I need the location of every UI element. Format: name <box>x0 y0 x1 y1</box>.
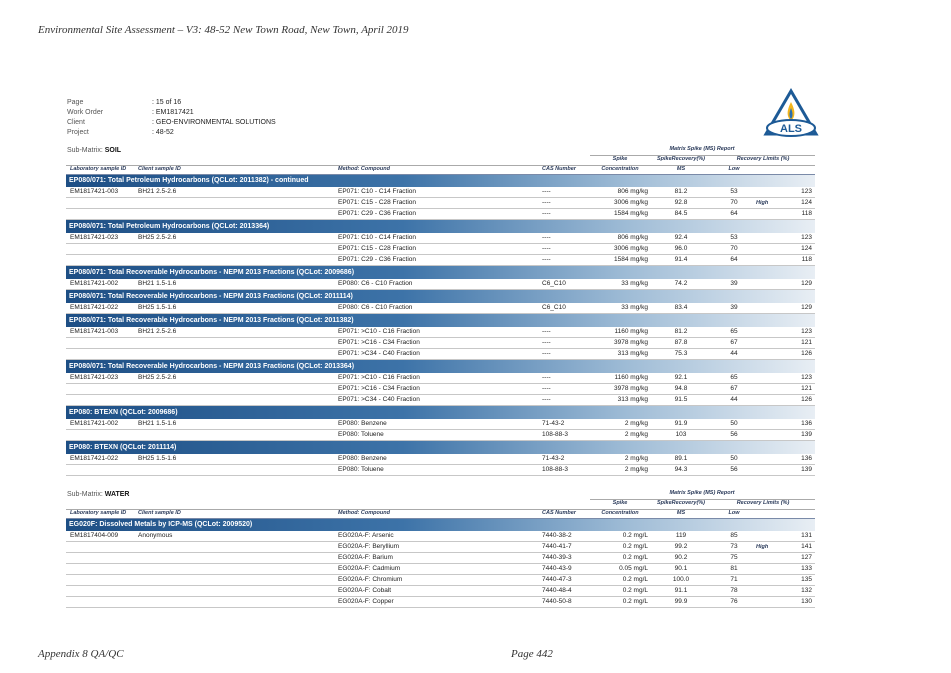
table-row <box>66 244 815 255</box>
spike-header: Spike <box>612 500 628 506</box>
spike-concentration: 0.2 mg/L <box>622 587 648 594</box>
submatrix-label: Sub-Matrix: <box>67 147 105 154</box>
method-compound: EP080: C6 - C10 Fraction <box>338 280 413 287</box>
table-row <box>66 279 815 290</box>
ms-recovery: 94.3 <box>674 466 688 473</box>
recovery-low: 65 <box>730 328 738 335</box>
spike-concentration: 0.2 mg/L <box>622 543 648 550</box>
recovery-high: 131 <box>801 532 812 539</box>
qc-lot-group-header: EP080/071: Total Recoverable Hydrocarbons - NEPM 2013 Fractions (QCLot: 2011114) <box>66 290 815 303</box>
method-compound: EP071: >C10 - C16 Fraction <box>338 328 420 335</box>
table-row <box>66 303 815 314</box>
recovery-low: 53 <box>730 234 738 241</box>
table-row <box>66 564 815 575</box>
cas-number: C6_C10 <box>542 280 566 287</box>
cas-number: ---- <box>542 328 551 335</box>
recovery-low: 56 <box>730 466 738 473</box>
method-compound: EP080: Benzene <box>338 420 387 427</box>
recovery-low: 50 <box>730 455 738 462</box>
ms-recovery: 83.4 <box>674 304 688 311</box>
cas-number: 7440-48-4 <box>542 587 572 594</box>
recovery-high: 129 <box>801 280 812 287</box>
recovery-low: 44 <box>730 350 738 357</box>
ms-recovery: 92.1 <box>674 374 688 381</box>
lab-id-header: Laboratory sample ID <box>70 166 127 172</box>
lab-sample-id: EM1817421-003 <box>70 328 119 335</box>
qc-lot-group-header: EG020F: Dissolved Metals by ICP-MS (QCLot: 2009520) <box>66 518 815 531</box>
cas-number: ---- <box>542 245 551 252</box>
spike-concentration: 2 mg/kg <box>624 431 648 438</box>
recovery-low: 70 <box>730 245 738 252</box>
client-sample-id: BH25 2.5-2.6 <box>138 374 177 381</box>
recovery-high: 118 <box>801 210 812 217</box>
high-header: High <box>756 544 769 550</box>
table-row <box>66 542 815 553</box>
spike-concentration: 3006 mg/kg <box>614 199 648 206</box>
client-sample-id: BH21 1.5-1.6 <box>138 420 177 427</box>
qc-lot-group-header: EP080/071: Total Recoverable Hydrocarbons - NEPM 2013 Fractions (QCLot: 2009686) <box>66 266 815 279</box>
cas-number: 7440-47-3 <box>542 576 572 583</box>
recovery-high: 124 <box>801 199 812 206</box>
table-row <box>66 255 815 266</box>
recovery-high: 123 <box>801 374 812 381</box>
table-row <box>66 187 815 198</box>
cas-number: ---- <box>542 234 551 241</box>
recovery-low: 67 <box>730 385 738 392</box>
table-row <box>66 553 815 564</box>
concentration-header: Concentration <box>601 166 639 172</box>
spike-concentration: 0.2 mg/L <box>622 554 648 561</box>
lab-sample-id: EM1817421-023 <box>70 234 119 241</box>
table-row <box>66 531 815 542</box>
report-meta <box>67 98 276 138</box>
table-row <box>66 349 815 360</box>
method-compound: EP071: >C16 - C34 Fraction <box>338 385 420 392</box>
ms-recovery: 91.4 <box>674 256 688 263</box>
table-row <box>66 209 815 220</box>
recovery-high: 139 <box>801 431 812 438</box>
spike-concentration: 0.05 mg/L <box>619 565 648 572</box>
ms-recovery: 92.8 <box>674 199 688 206</box>
qc-lot-group-header: EP080/071: Total Petroleum Hydrocarbons (QCLot: 2011382) - continued <box>66 174 815 187</box>
spike-concentration: 3978 mg/kg <box>614 339 648 346</box>
recovery-limits-header: Recovery Limits (%) <box>736 500 790 506</box>
recovery-low: 73 <box>730 543 738 550</box>
footer-page-number: Page 442 <box>511 648 553 660</box>
submatrix-value: SOIL <box>104 147 122 154</box>
ms-recovery: 99.9 <box>674 598 688 605</box>
recovery-low: 39 <box>730 280 738 287</box>
ms-recovery: 74.2 <box>674 280 688 287</box>
spike-concentration: 3006 mg/kg <box>614 245 648 252</box>
matrix-spike-title: Matrix Spike (MS) Report <box>669 490 735 496</box>
table-row <box>66 465 815 476</box>
lab-sample-id: EM1817404-009 <box>70 532 119 539</box>
logo-text: ALS <box>780 123 802 135</box>
recovery-low: 75 <box>730 554 738 561</box>
cas-number: ---- <box>542 199 551 206</box>
recovery-low: 50 <box>730 420 738 427</box>
method-compound: EP071: >C10 - C16 Fraction <box>338 374 420 381</box>
table-row <box>66 327 815 338</box>
cas-header: CAS Number <box>542 510 576 516</box>
method-compound: EG020A-F: Copper <box>338 598 394 605</box>
cas-number: 7440-38-2 <box>542 532 572 539</box>
lab-sample-id: EM1817421-002 <box>70 420 119 427</box>
cas-number: ---- <box>542 339 551 346</box>
recovery-high: 139 <box>801 466 812 473</box>
recovery-high: 129 <box>801 304 812 311</box>
recovery-high: 123 <box>801 188 812 195</box>
recovery-low: 81 <box>730 565 738 572</box>
method-compound: EP071: C10 - C14 Fraction <box>338 188 417 195</box>
client-sample-id: BH21 2.5-2.6 <box>138 328 177 335</box>
low-header: Low <box>728 166 740 172</box>
recovery-low: 71 <box>730 576 738 583</box>
table-row <box>66 338 815 349</box>
spike-recovery-header: SpikeRecovery(%) <box>657 500 705 506</box>
method-compound: EP071: C29 - C36 Fraction <box>338 256 417 263</box>
water-table <box>66 488 815 608</box>
meta-label: Work Order <box>67 109 104 116</box>
spike-concentration: 1584 mg/kg <box>614 256 648 263</box>
recovery-low: 70 <box>730 199 738 206</box>
footer-appendix: Appendix 8 QA/QC <box>38 648 124 660</box>
cas-number: ---- <box>542 210 551 217</box>
ms-recovery: 91.9 <box>674 420 688 427</box>
qc-lot-group-header: EP080/071: Total Recoverable Hydrocarbons - NEPM 2013 Fractions (QCLot: 2013364) <box>66 360 815 373</box>
meta-label: Project <box>67 129 89 136</box>
spike-concentration: 0.2 mg/L <box>622 598 648 605</box>
table-row <box>66 454 815 465</box>
cas-number: ---- <box>542 188 551 195</box>
method-compound: EP071: >C16 - C34 Fraction <box>338 339 420 346</box>
recovery-high: 130 <box>801 598 812 605</box>
qc-lot-group-header: EP080/071: Total Petroleum Hydrocarbons (QCLot: 2013364) <box>66 220 815 233</box>
recovery-high: 118 <box>801 256 812 263</box>
recovery-low: 56 <box>730 431 738 438</box>
ms-recovery: 100.0 <box>672 576 690 583</box>
table-row <box>66 586 815 597</box>
spike-concentration: 806 mg/kg <box>617 234 648 241</box>
cas-number: 71-43-2 <box>542 420 565 427</box>
lab-sample-id: EM1817421-002 <box>70 280 119 287</box>
cas-number: ---- <box>542 396 551 403</box>
recovery-low: 65 <box>730 374 738 381</box>
spike-concentration: 2 mg/kg <box>624 420 648 427</box>
submatrix-value: WATER <box>104 491 130 498</box>
client-id-header: Client sample ID <box>138 166 181 172</box>
ms-recovery: 75.3 <box>674 350 688 357</box>
soil-table <box>66 144 815 476</box>
lab-sample-id: EM1817421-003 <box>70 188 119 195</box>
method-header: Method: Compound <box>338 166 390 172</box>
qc-lot-group-header: EP080/071: Total Recoverable Hydrocarbons - NEPM 2013 Fractions (QCLot: 2011382) <box>66 314 815 327</box>
method-compound: EP071: >C34 - C40 Fraction <box>338 350 420 357</box>
table-row <box>66 419 815 430</box>
cas-number: 7440-50-8 <box>542 598 572 605</box>
recovery-high: 136 <box>801 420 812 427</box>
ms-recovery: 91.5 <box>674 396 688 403</box>
meta-value: : EM1817421 <box>152 109 194 116</box>
spike-concentration: 2 mg/kg <box>624 466 648 473</box>
qc-lot-group-header: EP080: BTEXN (QCLot: 2011114) <box>66 441 815 454</box>
spike-concentration: 1160 mg/kg <box>614 328 648 335</box>
meta-label: Page <box>67 99 84 106</box>
table-row <box>66 384 815 395</box>
meta-value: : 15 of 16 <box>152 99 182 106</box>
cas-number: 7440-39-3 <box>542 554 572 561</box>
ms-recovery: 81.2 <box>674 188 688 195</box>
submatrix-label: Sub-Matrix: <box>67 491 105 498</box>
recovery-high: 141 <box>801 543 812 550</box>
table-row <box>66 373 815 384</box>
meta-value: : GEO-ENVIRONMENTAL SOLUTIONS <box>152 119 276 126</box>
method-compound: EG020A-F: Cadmium <box>338 565 401 572</box>
client-sample-id: BH21 2.5-2.6 <box>138 188 177 195</box>
spike-concentration: 1584 mg/kg <box>614 210 648 217</box>
low-header: Low <box>728 510 740 516</box>
method-compound: EP080: Toluene <box>338 466 384 473</box>
recovery-high: 126 <box>801 350 812 357</box>
ms-recovery: 103 <box>675 431 687 438</box>
method-compound: EP080: C6 - C10 Fraction <box>338 304 413 311</box>
matrix-spike-title: Matrix Spike (MS) Report <box>669 146 735 152</box>
ms-recovery: 90.1 <box>674 565 688 572</box>
recovery-high: 124 <box>801 245 812 252</box>
method-compound: EG020A-F: Cobalt <box>338 587 392 594</box>
spike-concentration: 1160 mg/kg <box>614 374 648 381</box>
ms-recovery: 87.8 <box>674 339 688 346</box>
recovery-high: 135 <box>801 576 812 583</box>
spike-concentration: 3978 mg/kg <box>614 385 648 392</box>
client-sample-id: BH25 1.5-1.6 <box>138 304 177 311</box>
cas-number: C6_C10 <box>542 304 566 311</box>
cas-number: 7440-41-7 <box>542 543 572 550</box>
spike-concentration: 0.2 mg/L <box>622 532 648 539</box>
spike-concentration: 33 mg/kg <box>621 280 648 287</box>
method-compound: EP071: C15 - C28 Fraction <box>338 199 417 206</box>
recovery-low: 64 <box>730 210 738 217</box>
spike-concentration: 33 mg/kg <box>621 304 648 311</box>
ms-recovery: 84.5 <box>674 210 688 217</box>
qc-lot-group-header: EP080: BTEXN (QCLot: 2009686) <box>66 406 815 419</box>
als-logo <box>763 88 819 140</box>
method-compound: EG020A-F: Beryllium <box>338 543 400 550</box>
spike-concentration: 0.2 mg/L <box>622 576 648 583</box>
cas-number: ---- <box>542 374 551 381</box>
page-header: Environmental Site Assessment – V3: 48-52 New Town Road, New Town, April 2019 <box>38 24 409 36</box>
spike-concentration: 806 mg/kg <box>617 188 648 195</box>
spike-concentration: 2 mg/kg <box>624 455 648 462</box>
method-header: Method: Compound <box>338 510 390 516</box>
recovery-high: 132 <box>801 587 812 594</box>
high-header: High <box>756 200 769 206</box>
recovery-low: 39 <box>730 304 738 311</box>
recovery-high: 121 <box>801 339 812 346</box>
table-row <box>66 198 815 209</box>
recovery-high: 133 <box>801 565 812 572</box>
cas-number: 108-88-3 <box>542 466 569 473</box>
recovery-low: 85 <box>730 532 738 539</box>
ms-recovery: 92.4 <box>674 234 688 241</box>
method-compound: EP071: >C34 - C40 Fraction <box>338 396 420 403</box>
ms-header: MS <box>676 166 686 172</box>
ms-recovery: 81.2 <box>674 328 688 335</box>
meta-value: : 48-52 <box>152 129 174 136</box>
method-compound: EG020A-F: Arsenic <box>338 532 394 539</box>
recovery-low: 78 <box>730 587 738 594</box>
spike-recovery-header: SpikeRecovery(%) <box>657 156 705 162</box>
ms-recovery: 90.2 <box>674 554 688 561</box>
recovery-low: 44 <box>730 396 738 403</box>
cas-number: 71-43-2 <box>542 455 565 462</box>
recovery-high: 123 <box>801 328 812 335</box>
concentration-header: Concentration <box>601 510 639 516</box>
cas-header: CAS Number <box>542 166 576 172</box>
recovery-high: 121 <box>801 385 812 392</box>
cas-number: 108-88-3 <box>542 431 569 438</box>
lab-sample-id: EM1817421-022 <box>70 455 119 462</box>
table-row <box>66 395 815 406</box>
spike-concentration: 313 mg/kg <box>617 350 648 357</box>
spike-concentration: 313 mg/kg <box>617 396 648 403</box>
client-sample-id: Anonymous <box>138 532 173 539</box>
client-sample-id: BH25 1.5-1.6 <box>138 455 177 462</box>
recovery-limits-header: Recovery Limits (%) <box>736 156 790 162</box>
recovery-low: 67 <box>730 339 738 346</box>
table-row <box>66 575 815 586</box>
lab-id-header: Laboratory sample ID <box>70 510 127 516</box>
cas-number: ---- <box>542 350 551 357</box>
method-compound: EP071: C15 - C28 Fraction <box>338 245 417 252</box>
method-compound: EP080: Benzene <box>338 455 387 462</box>
cas-number: ---- <box>542 385 551 392</box>
ms-recovery: 94.8 <box>674 385 688 392</box>
method-compound: EG020A-F: Barium <box>338 554 393 561</box>
recovery-low: 64 <box>730 256 738 263</box>
recovery-high: 136 <box>801 455 812 462</box>
cas-number: 7440-43-9 <box>542 565 572 572</box>
recovery-high: 123 <box>801 234 812 241</box>
client-sample-id: BH25 2.5-2.6 <box>138 234 177 241</box>
meta-label: Client <box>67 119 85 126</box>
ms-header: MS <box>676 510 686 516</box>
client-id-header: Client sample ID <box>138 510 181 516</box>
ms-recovery: 119 <box>675 532 687 539</box>
table-row <box>66 430 815 441</box>
method-compound: EP080: Toluene <box>338 431 384 438</box>
recovery-high: 127 <box>801 554 812 561</box>
spike-header: Spike <box>612 156 628 162</box>
lab-sample-id: EM1817421-023 <box>70 374 119 381</box>
ms-recovery: 96.0 <box>674 245 688 252</box>
table-row <box>66 597 815 608</box>
recovery-low: 76 <box>730 598 738 605</box>
lab-sample-id: EM1817421-022 <box>70 304 119 311</box>
recovery-low: 53 <box>730 188 738 195</box>
ms-recovery: 99.2 <box>674 543 688 550</box>
ms-recovery: 89.1 <box>674 455 688 462</box>
client-sample-id: BH21 1.5-1.6 <box>138 280 177 287</box>
method-compound: EG020A-F: Chromium <box>338 576 403 583</box>
ms-recovery: 91.1 <box>674 587 688 594</box>
table-row <box>66 233 815 244</box>
recovery-high: 126 <box>801 396 812 403</box>
method-compound: EP071: C29 - C36 Fraction <box>338 210 417 217</box>
method-compound: EP071: C10 - C14 Fraction <box>338 234 417 241</box>
cas-number: ---- <box>542 256 551 263</box>
